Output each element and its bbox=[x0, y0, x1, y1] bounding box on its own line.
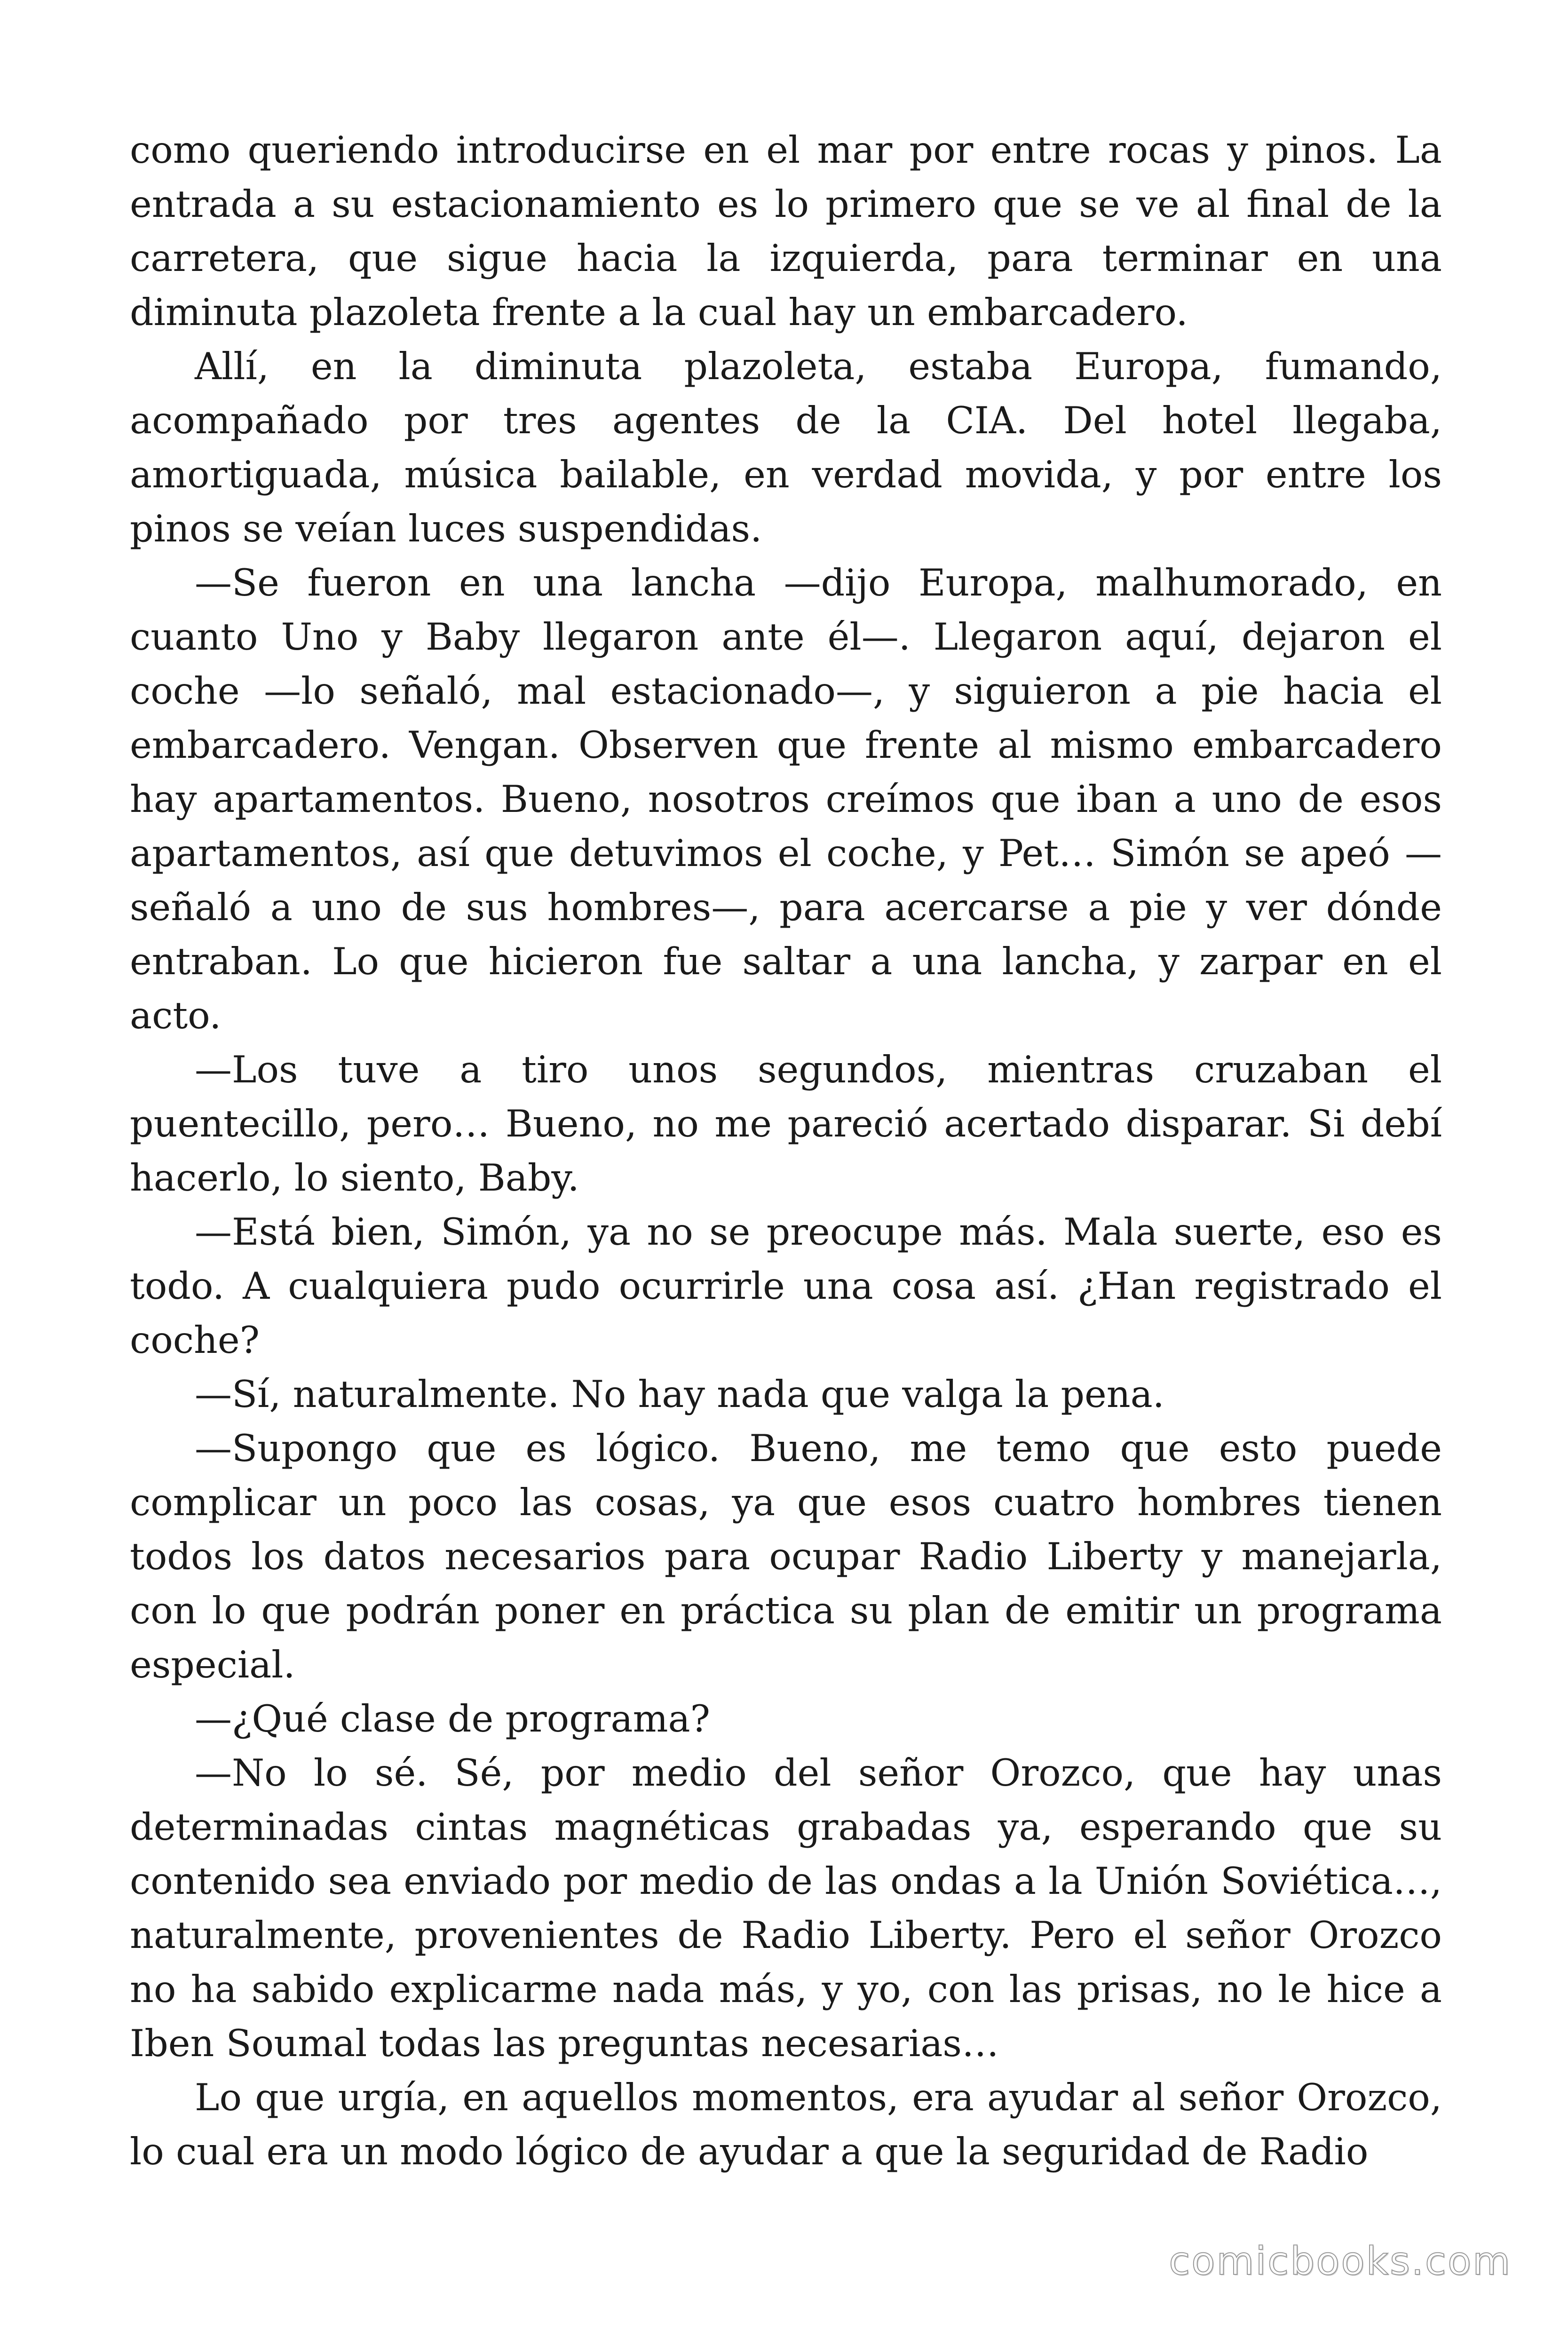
paragraph: —Supongo que es lógico. Bueno, me temo que esto puede complicar un poco las cosas, ya que esos cuatro hombres tienen todos los datos necesarios para ocupar Radio Liberty y manejarla, con lo que podrán poner en práctica su plan de emitir un programa especial. bbox=[130, 1427, 1442, 1686]
paragraph: —Se fueron en una lancha —dijo Europa, malhumorado, en cuanto Uno y Baby llegaron ante él—. Llegaron aquí, dejaron el coche —lo señaló, mal estacionado—, y siguieron a pie hacia el embarcadero. Vengan. Observen que frente al mismo embarcadero hay apartamentos. Bueno, nosotros creímos que iban a uno de esos apartamentos, así que detuvimos el coche, y Pet… Simón se apeó —señaló a uno de sus hombres—, para acercarse a pie y ver dónde entraban. Lo que hicieron fue saltar a una lancha, y zarpar en el acto. bbox=[130, 561, 1442, 1037]
paragraph: —Sí, naturalmente. No hay nada que valga la pena. bbox=[195, 1373, 1164, 1416]
page-body bbox=[130, 123, 1442, 2179]
watermark-text: comicbooks.com bbox=[1169, 2239, 1512, 2284]
paragraph: —¿Qué clase de programa? bbox=[195, 1697, 711, 1740]
paragraph: Lo que urgía, en aquellos momentos, era ayudar al señor Orozco, lo cual era un modo lógico de ayudar a que la seguridad de Radio bbox=[130, 2076, 1442, 2173]
paragraph: Allí, en la diminuta plazoleta, estaba Europa, fumando, acompañado por tres agentes de la CIA. Del hotel llegaba, amortiguada, música bailable, en verdad movida, y por entre los pinos se veían luces suspendidas. bbox=[130, 345, 1442, 550]
paragraph: —Los tuve a tiro unos segundos, mientras cruzaban el puentecillo, pero… Bueno, no me pareció acertado disparar. Si debí hacerlo, lo siento, Baby. bbox=[130, 1048, 1442, 1200]
paragraph: —Está bien, Simón, ya no se preocupe más. Mala suerte, eso es todo. A cualquiera pudo ocurrirle una cosa así. ¿Han registrado el coche? bbox=[130, 1210, 1442, 1362]
paragraph-continuation: como queriendo introducirse en el mar por entre rocas y pinos. La entrada a su estacionamiento es lo primero que se ve al final de la carretera, que sigue hacia la izquierda, para terminar en una diminuta plazoleta frente a la cual hay un embarcadero. bbox=[130, 128, 1442, 334]
paragraph: —No lo sé. Sé, por medio del señor Orozco, que hay unas determinadas cintas magnéticas grabadas ya, esperando que su contenido sea enviado por medio de las ondas a la Unión Soviética…, naturalmente, provenientes de Radio Liberty. Pero el señor Orozco no ha sabido explicarme nada más, y yo, con las prisas, no le hice a Iben Soumal todas las preguntas necesarias… bbox=[130, 1751, 1442, 2065]
